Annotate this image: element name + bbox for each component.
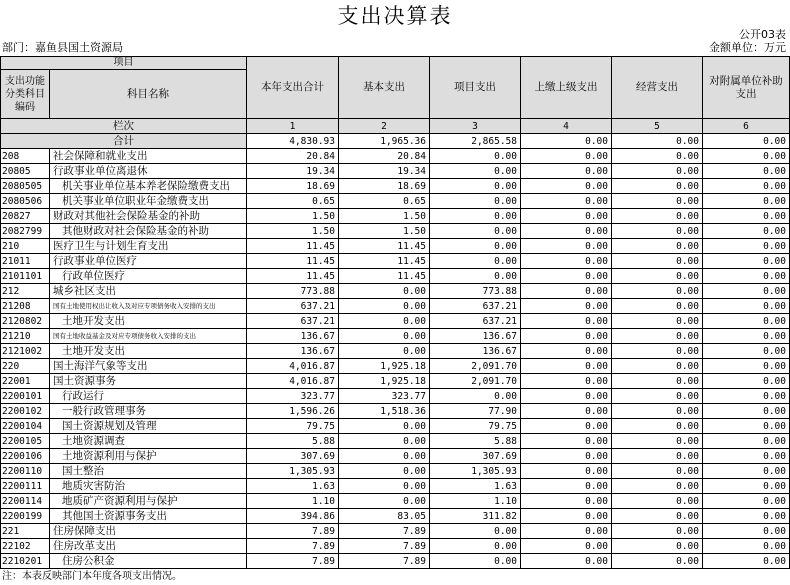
header-name: 科目名称 [50,70,247,119]
row-name: 国土资源事务 [50,374,247,389]
row-code: 2210201 [1,554,50,569]
table-row [1,509,790,524]
header-col-2: 基本支出 [339,57,430,119]
row-value: 1.10 [247,494,339,509]
row-value: 7.89 [247,524,339,539]
row-value: 0.00 [339,344,430,359]
row-value: 79.75 [430,419,521,434]
table-row [1,449,790,464]
row-value: 0.00 [612,419,703,434]
row-value: 0.00 [521,464,612,479]
row-name: 国土海洋气象等支出 [50,359,247,374]
row-value: 1,596.26 [247,404,339,419]
row-name: 其他财政对社会保险基金的补助 [50,224,247,239]
row-code: 2101101 [1,269,50,284]
row-value: 0.00 [521,434,612,449]
table-row [1,539,790,554]
row-name: 国土资源规划及管理 [50,419,247,434]
row-code: 21210 [1,329,50,344]
row-code: 2080506 [1,194,50,209]
row-code: 21011 [1,254,50,269]
table-row [1,344,790,359]
row-value: 0.00 [521,494,612,509]
row-value: 0.00 [612,239,703,254]
row-value: 79.75 [247,419,339,434]
table-row [1,524,790,539]
row-value: 0.00 [339,464,430,479]
amount-unit-label: 金额单位：万元 [709,41,786,54]
row-value: 0.00 [521,449,612,464]
row-value: 0.00 [430,209,521,224]
row-value: 0.00 [339,434,430,449]
row-value: 773.88 [247,284,339,299]
row-value: 637.21 [430,314,521,329]
row-value: 0.00 [703,239,790,254]
row-code: 2200102 [1,404,50,419]
row-value: 637.21 [247,314,339,329]
row-value: 1.50 [247,224,339,239]
row-value: 1,305.93 [430,464,521,479]
row-value: 0.00 [703,434,790,449]
row-value: 307.69 [247,449,339,464]
row-code: 220 [1,359,50,374]
row-value: 0.00 [703,509,790,524]
row-name: 行政运行 [50,389,247,404]
row-code: 2200101 [1,389,50,404]
row-value: 0.00 [339,314,430,329]
row-value: 0.00 [521,194,612,209]
row-value: 4,016.87 [247,374,339,389]
row-value: 0.00 [703,404,790,419]
row-code: 20827 [1,209,50,224]
row-value: 18.69 [247,179,339,194]
row-value: 0.00 [339,449,430,464]
table-row [1,164,790,179]
header-col-5: 经营支出 [612,57,703,119]
table-row [1,419,790,434]
total-value: 1,965.36 [339,134,430,149]
row-code: 210 [1,239,50,254]
column-number: 4 [521,119,612,134]
row-value: 323.77 [247,389,339,404]
header-project: 项目 [1,57,247,70]
row-value: 1,925.18 [339,359,430,374]
row-value: 0.00 [612,209,703,224]
row-value: 5.88 [247,434,339,449]
row-value: 0.00 [612,509,703,524]
table-row [1,224,790,239]
header-col-3: 项目支出 [430,57,521,119]
table-row [1,149,790,164]
row-code: 2200105 [1,434,50,449]
row-value: 1.63 [430,479,521,494]
row-name: 国有土地收益基金及对应专项债务收入安排的支出 [50,329,247,344]
row-value: 0.00 [612,464,703,479]
table-row [1,269,790,284]
row-name: 土地资源调查 [50,434,247,449]
row-name: 国土整治 [50,464,247,479]
column-number-row [1,119,790,134]
row-value: 0.00 [703,539,790,554]
row-value: 83.05 [339,509,430,524]
row-value: 394.86 [247,509,339,524]
row-code: 2121002 [1,344,50,359]
row-code: 208 [1,149,50,164]
row-value: 19.34 [247,164,339,179]
row-value: 0.00 [612,524,703,539]
header-row-project [1,57,790,70]
table-row [1,494,790,509]
row-value: 5.88 [430,434,521,449]
table-row [1,179,790,194]
row-value: 1,925.18 [339,374,430,389]
row-name: 一般行政管理事务 [50,404,247,419]
row-value: 11.45 [247,269,339,284]
expenditure-table [0,56,790,569]
row-value: 0.00 [521,299,612,314]
header-col-1: 本年支出合计 [247,57,339,119]
row-value: 0.65 [339,194,430,209]
row-code: 2200106 [1,449,50,464]
page-title: 支出决算表 [337,4,453,28]
row-value: 637.21 [430,299,521,314]
row-value: 7.89 [247,539,339,554]
row-value: 11.45 [339,269,430,284]
row-value: 0.00 [430,254,521,269]
row-value: 0.00 [612,479,703,494]
row-value: 0.00 [521,509,612,524]
row-value: 4,016.87 [247,359,339,374]
row-name: 国有土地使用权出让收入及对应专项债务收入安排的支出 [50,299,247,314]
row-value: 0.00 [703,254,790,269]
row-name: 土地开发支出 [50,314,247,329]
row-value: 0.00 [521,224,612,239]
row-value: 0.00 [612,449,703,464]
row-value: 1.10 [430,494,521,509]
row-value: 0.00 [521,359,612,374]
row-value: 7.89 [247,554,339,569]
row-value: 18.69 [339,179,430,194]
row-value: 0.00 [521,404,612,419]
total-value: 0.00 [703,134,790,149]
row-value: 0.00 [703,269,790,284]
table-row [1,254,790,269]
column-number-label: 栏次 [1,119,247,134]
row-value: 2,091.70 [430,359,521,374]
table-row [1,434,790,449]
row-value: 0.00 [521,179,612,194]
row-code: 2200114 [1,494,50,509]
row-value: 1,518.36 [339,404,430,419]
total-row [1,134,790,149]
row-code: 2080505 [1,179,50,194]
row-value: 0.00 [612,179,703,194]
row-value: 0.00 [521,539,612,554]
row-value: 0.00 [703,179,790,194]
department-label: 部门：嘉鱼县国土资源局 [2,41,123,54]
row-code: 2200199 [1,509,50,524]
total-value: 0.00 [612,134,703,149]
column-number: 3 [430,119,521,134]
row-value: 0.00 [521,374,612,389]
row-value: 637.21 [247,299,339,314]
row-code: 2200111 [1,479,50,494]
row-value: 323.77 [339,389,430,404]
row-code: 212 [1,284,50,299]
row-value: 0.00 [521,329,612,344]
row-value: 773.88 [430,284,521,299]
row-value: 0.00 [430,539,521,554]
header-col-4: 上缴上级支出 [521,57,612,119]
row-value: 0.00 [430,269,521,284]
row-value: 0.00 [339,419,430,434]
row-value: 0.00 [521,149,612,164]
row-value: 0.00 [612,359,703,374]
row-code: 2120802 [1,314,50,329]
row-value: 0.00 [521,164,612,179]
row-value: 0.00 [430,239,521,254]
row-value: 0.00 [430,554,521,569]
row-value: 11.45 [247,239,339,254]
row-value: 0.00 [521,314,612,329]
row-value: 1.63 [247,479,339,494]
total-value: 4,830.93 [247,134,339,149]
row-name: 行政事业单位离退休 [50,164,247,179]
row-value: 0.00 [612,374,703,389]
row-name: 财政对其他社会保险基金的补助 [50,209,247,224]
row-name: 社会保障和就业支出 [50,149,247,164]
header-col-6: 对附属单位补助支出 [703,57,790,119]
row-value: 0.00 [612,149,703,164]
column-number: 2 [339,119,430,134]
row-value: 0.00 [703,374,790,389]
row-name: 其他国土资源事务支出 [50,509,247,524]
row-value: 0.00 [703,554,790,569]
row-code: 22102 [1,539,50,554]
table-note: 注：本表反映部门本年度各项支出情况。 [2,571,182,582]
row-value: 0.00 [612,194,703,209]
row-value: 0.00 [612,164,703,179]
table-row [1,314,790,329]
row-code: 22001 [1,374,50,389]
table-row [1,209,790,224]
row-value: 0.00 [703,479,790,494]
row-value: 0.00 [612,404,703,419]
table-row [1,329,790,344]
row-value: 0.00 [521,269,612,284]
row-value: 0.00 [703,494,790,509]
row-value: 136.67 [430,344,521,359]
row-value: 0.00 [521,284,612,299]
row-value: 77.90 [430,404,521,419]
row-name: 地质灾害防治 [50,479,247,494]
row-value: 0.00 [612,269,703,284]
table-row [1,554,790,569]
row-code: 2200110 [1,464,50,479]
row-value: 311.82 [430,509,521,524]
row-code: 20805 [1,164,50,179]
table-row [1,359,790,374]
row-value: 0.00 [430,164,521,179]
row-code: 221 [1,524,50,539]
table-row [1,239,790,254]
row-value: 0.00 [703,164,790,179]
row-value: 0.00 [339,329,430,344]
row-name: 机关事业单位基本养老保险缴费支出 [50,179,247,194]
row-value: 0.00 [339,494,430,509]
row-value: 0.00 [612,224,703,239]
row-value: 11.45 [247,254,339,269]
row-value: 0.00 [521,554,612,569]
total-value: 0.00 [521,134,612,149]
row-name: 行政事业单位医疗 [50,254,247,269]
table-row [1,374,790,389]
row-value: 0.00 [521,254,612,269]
column-number: 6 [703,119,790,134]
row-value: 0.00 [339,299,430,314]
row-name: 土地开发支出 [50,344,247,359]
row-value: 0.00 [430,149,521,164]
row-value: 0.00 [521,524,612,539]
row-value: 0.65 [247,194,339,209]
row-value: 136.67 [430,329,521,344]
row-value: 0.00 [703,224,790,239]
row-value: 20.84 [247,149,339,164]
row-value: 0.00 [521,239,612,254]
row-name: 住房改革支出 [50,539,247,554]
row-value: 0.00 [703,194,790,209]
row-value: 11.45 [339,254,430,269]
row-value: 0.00 [521,209,612,224]
header-code: 支出功能分类科目编码 [1,70,50,119]
row-value: 0.00 [612,494,703,509]
row-value: 0.00 [703,419,790,434]
form-number: 公开03表 [739,28,786,41]
row-value: 136.67 [247,329,339,344]
row-name: 机关事业单位职业年金缴费支出 [50,194,247,209]
row-value: 0.00 [521,419,612,434]
row-value: 0.00 [612,539,703,554]
row-value: 0.00 [703,149,790,164]
row-value: 20.84 [339,149,430,164]
row-value: 0.00 [703,314,790,329]
row-value: 2,091.70 [430,374,521,389]
row-value: 0.00 [430,179,521,194]
row-value: 0.00 [612,329,703,344]
table-row [1,464,790,479]
row-code: 21208 [1,299,50,314]
row-value: 0.00 [521,479,612,494]
row-value: 0.00 [703,389,790,404]
row-value: 0.00 [703,209,790,224]
table-row [1,404,790,419]
row-value: 7.89 [339,539,430,554]
row-name: 医疗卫生与计划生育支出 [50,239,247,254]
row-value: 0.00 [430,194,521,209]
row-value: 1.50 [247,209,339,224]
table-row [1,194,790,209]
table-row [1,479,790,494]
row-value: 0.00 [612,299,703,314]
column-number: 5 [612,119,703,134]
row-value: 0.00 [703,344,790,359]
row-name: 住房保障支出 [50,524,247,539]
row-value: 0.00 [612,314,703,329]
total-value: 2,865.58 [430,134,521,149]
row-value: 0.00 [612,254,703,269]
row-value: 0.00 [703,449,790,464]
row-value: 1,305.93 [247,464,339,479]
row-value: 19.34 [339,164,430,179]
table-row [1,299,790,314]
row-value: 307.69 [430,449,521,464]
row-value: 0.00 [521,344,612,359]
row-value: 1.50 [339,224,430,239]
row-value: 7.89 [339,524,430,539]
row-value: 0.00 [430,224,521,239]
row-value: 11.45 [339,239,430,254]
row-code: 2200104 [1,419,50,434]
row-value: 0.00 [703,299,790,314]
row-name: 住房公积金 [50,554,247,569]
row-value: 0.00 [612,284,703,299]
row-value: 0.00 [612,554,703,569]
row-name: 城乡社区支出 [50,284,247,299]
row-value: 0.00 [612,389,703,404]
column-number: 1 [247,119,339,134]
row-value: 0.00 [339,479,430,494]
row-value: 0.00 [612,344,703,359]
row-value: 0.00 [703,329,790,344]
row-name: 行政单位医疗 [50,269,247,284]
table-row [1,284,790,299]
row-value: 0.00 [339,284,430,299]
row-code: 2082799 [1,224,50,239]
row-value: 0.00 [612,434,703,449]
row-value: 0.00 [521,389,612,404]
row-value: 136.67 [247,344,339,359]
table-row [1,389,790,404]
row-name: 地质矿产资源利用与保护 [50,494,247,509]
row-value: 1.50 [339,209,430,224]
row-value: 0.00 [430,389,521,404]
row-value: 0.00 [703,284,790,299]
row-value: 0.00 [703,524,790,539]
row-value: 0.00 [430,524,521,539]
row-value: 0.00 [703,359,790,374]
row-name: 土地资源利用与保护 [50,449,247,464]
table-body [1,57,790,569]
total-label: 合计 [1,134,247,149]
row-value: 0.00 [703,464,790,479]
row-value: 7.89 [339,554,430,569]
